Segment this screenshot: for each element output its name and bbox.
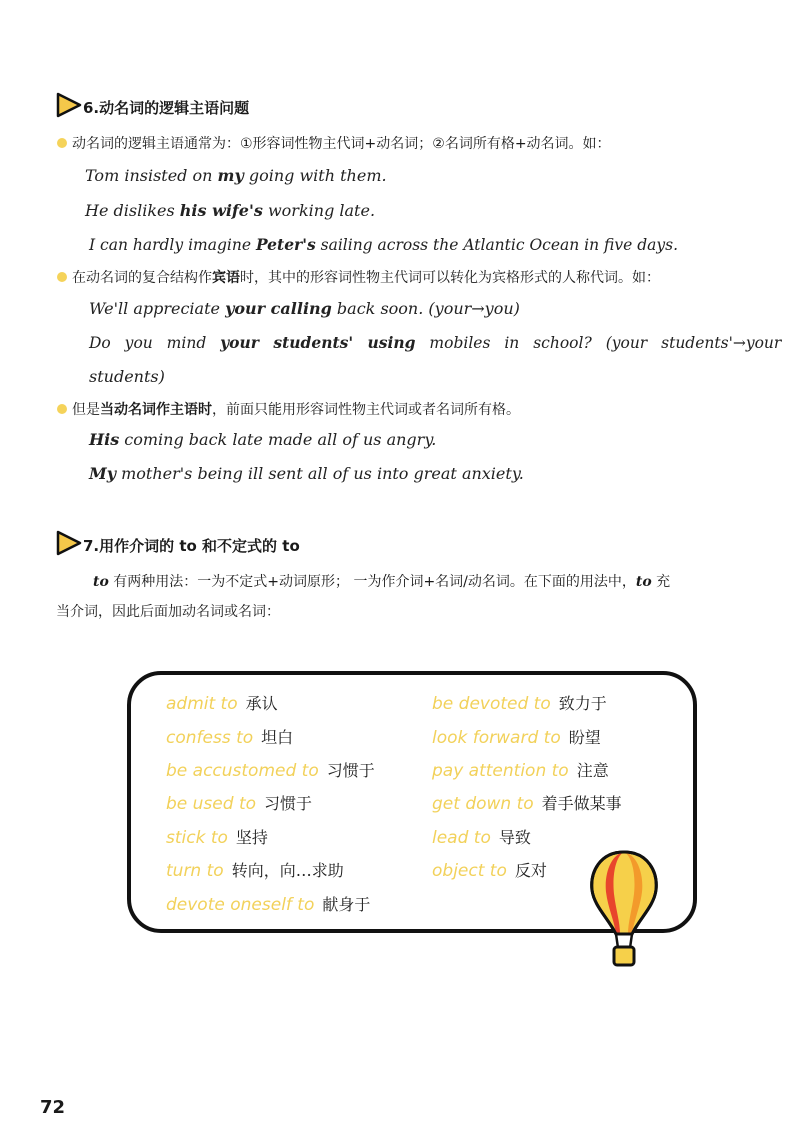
phrase-en: get down to xyxy=(432,794,534,814)
example-sentence xyxy=(89,333,782,352)
example-text: Tom insisted on xyxy=(85,166,218,185)
paragraph-text: 充 xyxy=(651,574,671,590)
phrase-item xyxy=(166,725,293,748)
example-sentence xyxy=(89,464,524,483)
phrase-item xyxy=(432,758,609,781)
example-text: sailing across the Atlantic Ocean in five days. xyxy=(315,236,679,254)
example-text: We'll appreciate xyxy=(89,299,226,318)
bullet-emphasis: 当动名词作主语时 xyxy=(100,402,212,418)
phrase-cn: 盼望 xyxy=(568,728,601,747)
phrase-cn: 反对 xyxy=(514,861,547,880)
bullet-text: 动名词的逻辑主语通常为：①形容词性物主代词+动名词；②名词所有格+动名词。如： xyxy=(72,136,611,152)
bullet-dot xyxy=(57,272,67,282)
bullet-text-part: 但是 xyxy=(72,402,100,418)
phrase-item xyxy=(166,858,344,881)
example-sentence-continued: students) xyxy=(89,367,165,386)
example-text: back soon. (your→you) xyxy=(331,299,520,318)
example-emphasis: My xyxy=(89,464,117,483)
example-text: going with them. xyxy=(243,166,387,185)
section-heading: 7.用作介词的 to 和不定式的 to xyxy=(83,537,300,555)
phrase-cn: 着手做某事 xyxy=(541,794,622,813)
phrase-en: stick to xyxy=(166,828,228,848)
phrase-cn: 致力于 xyxy=(558,694,607,713)
phrase-cn: 转向，向…求助 xyxy=(231,861,344,880)
intro-paragraph-line2: 当介词，因此后面加动名词或名词： xyxy=(56,604,280,620)
phrase-en: be used to xyxy=(166,794,257,814)
paragraph-text: 有两种用法：一为不定式+动词原形； 一为作介词+名词/动名词。在下面的用法中， xyxy=(108,574,636,590)
intro-paragraph xyxy=(93,571,670,591)
keyword-to: to xyxy=(635,574,652,590)
bullet-dot xyxy=(57,404,67,414)
phrase-item xyxy=(166,892,370,915)
bullet-emphasis: 宾语 xyxy=(212,270,240,286)
phrase-item xyxy=(432,858,547,881)
play-arrow-icon xyxy=(55,530,83,556)
phrase-item xyxy=(432,725,601,748)
phrase-en: lead to xyxy=(432,828,491,848)
phrase-item xyxy=(432,691,607,714)
bullet-text-part: ，前面只能用形容词性物主代词或者名词所有格。 xyxy=(212,402,520,418)
phrase-en: pay attention to xyxy=(432,761,569,781)
example-emphasis: my xyxy=(217,166,244,185)
phrase-cn: 承认 xyxy=(245,694,278,713)
example-sentence xyxy=(85,166,387,185)
bullet-text xyxy=(72,399,520,419)
example-text: I can hardly imagine xyxy=(89,236,256,254)
phrase-cn: 导致 xyxy=(498,828,531,847)
keyword-to: to xyxy=(93,574,109,590)
bullet-dot xyxy=(57,138,67,148)
phrase-cn: 注意 xyxy=(576,761,609,780)
example-text: Do you mind xyxy=(89,334,221,352)
phrase-cn: 习惯于 xyxy=(326,761,375,780)
example-emphasis: your students' using xyxy=(220,333,416,352)
phrase-en: look forward to xyxy=(432,728,561,748)
example-emphasis: His xyxy=(89,430,120,449)
play-arrow-icon xyxy=(55,92,83,118)
phrase-en: admit to xyxy=(166,694,238,714)
phrase-item xyxy=(166,791,312,814)
phrase-item xyxy=(432,825,531,848)
example-sentence xyxy=(89,235,678,254)
phrase-cn: 献身于 xyxy=(322,895,371,914)
example-sentence xyxy=(85,201,375,220)
example-emphasis: your calling xyxy=(225,299,332,318)
phrase-cn: 坦白 xyxy=(261,728,294,747)
example-sentence xyxy=(89,430,436,449)
example-sentence xyxy=(89,299,520,318)
phrase-en: be devoted to xyxy=(432,694,551,714)
phrase-item xyxy=(166,825,268,848)
example-emphasis: Peter's xyxy=(255,235,316,254)
phrase-en: be accustomed to xyxy=(166,761,319,781)
phrase-cn: 坚持 xyxy=(235,828,268,847)
hot-air-balloon-icon xyxy=(586,848,662,970)
example-text: working late. xyxy=(262,201,376,220)
bullet-text-part: 时，其中的形容词性物主代词可以转化为宾格形式的人称代词。如： xyxy=(240,270,660,286)
phrase-item xyxy=(166,758,375,781)
phrase-item xyxy=(166,691,278,714)
example-text: mother's being ill sent all of us into great anxiety. xyxy=(116,464,524,483)
phrase-en: devote oneself to xyxy=(166,895,315,915)
example-text: He dislikes xyxy=(85,201,180,220)
example-emphasis: his wife's xyxy=(179,201,263,220)
phrase-item xyxy=(432,791,622,814)
phrase-en: confess to xyxy=(166,728,254,748)
phrase-cn: 习惯于 xyxy=(264,794,313,813)
bullet-text-part: 在动名词的复合结构作 xyxy=(72,270,212,286)
page-number: 72 xyxy=(40,1097,66,1118)
section-heading: 6.动名词的逻辑主语问题 xyxy=(83,99,250,117)
example-text: mobiles in school? (your students'→your xyxy=(415,334,782,352)
phrase-en: object to xyxy=(432,861,507,881)
bullet-text xyxy=(72,267,660,287)
phrase-en: turn to xyxy=(166,861,224,881)
example-text: coming back late made all of us angry. xyxy=(119,430,437,449)
